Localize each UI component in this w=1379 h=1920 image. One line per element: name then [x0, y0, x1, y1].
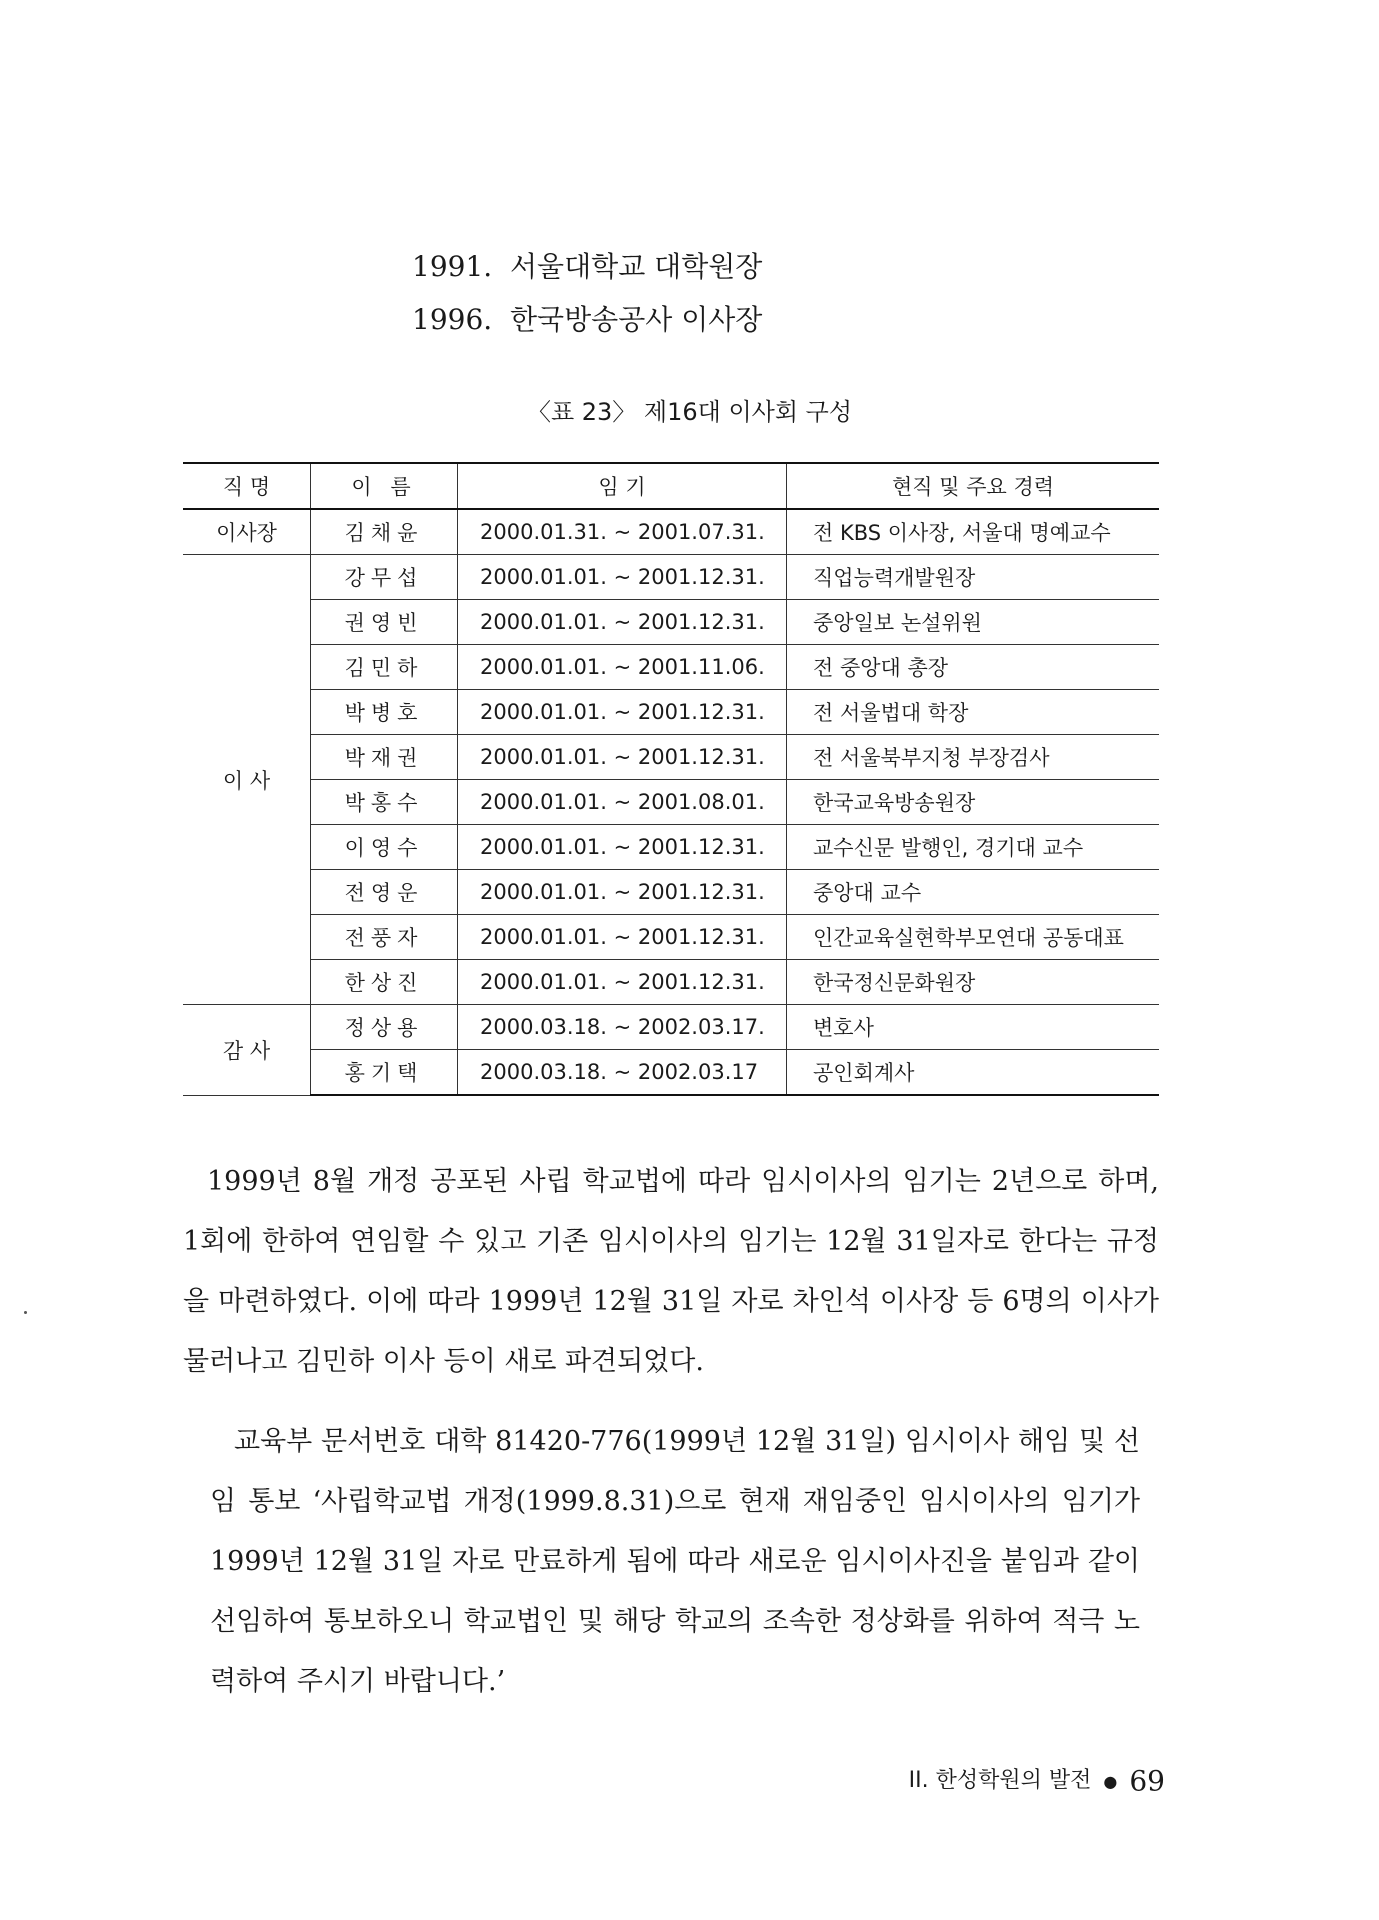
cell-career: 전 서울법대 학장 — [787, 690, 1160, 735]
cell-career: 전 KBS 이사장, 서울대 명예교수 — [787, 509, 1160, 555]
table-row — [183, 825, 1159, 870]
bullet-icon: ● — [1103, 1771, 1118, 1791]
table-row — [183, 915, 1159, 960]
table-row — [183, 645, 1159, 690]
table-row — [183, 690, 1159, 735]
footer-section: II. 한성학원의 발전 — [908, 1768, 1092, 1793]
cell-name: 전풍자 — [311, 915, 458, 960]
career-text: 한국방송공사 이사장 — [510, 303, 763, 336]
cell-career: 한국정신문화원장 — [787, 960, 1160, 1005]
cell-term: 2000.03.18. ~ 2002.03.17. — [458, 1005, 787, 1050]
cell-name: 권영빈 — [311, 600, 458, 645]
cell-term: 2000.01.01. ~ 2001.12.31. — [458, 870, 787, 915]
cell-term: 2000.01.01. ~ 2001.12.31. — [458, 960, 787, 1005]
cell-role: 이 사 — [183, 555, 311, 1005]
cell-name: 김민하 — [311, 645, 458, 690]
cell-term: 2000.03.18. ~ 2002.03.17 — [458, 1050, 787, 1096]
cell-term: 2000.01.01. ~ 2001.12.31. — [458, 915, 787, 960]
page-number: 69 — [1129, 1764, 1165, 1798]
cell-name: 김채윤 — [311, 509, 458, 555]
cell-role: 감 사 — [183, 1005, 311, 1096]
career-text: 서울대학교 대학원장 — [510, 250, 763, 283]
header-name: 이 름 — [311, 463, 458, 509]
table-row — [183, 870, 1159, 915]
cell-role: 이사장 — [183, 509, 311, 555]
cell-career: 중앙일보 논설위원 — [787, 600, 1160, 645]
cell-term: 2000.01.01. ~ 2001.12.31. — [458, 690, 787, 735]
career-line-1991 — [412, 245, 762, 285]
cell-term: 2000.01.31. ~ 2001.07.31. — [458, 509, 787, 555]
cell-career: 변호사 — [787, 1005, 1160, 1050]
cell-career: 공인회계사 — [787, 1050, 1160, 1096]
page-footer — [909, 1763, 1165, 1798]
table-row — [183, 600, 1159, 645]
paragraph-2: 교육부 문서번호 대학 81420-776(1999년 12월 31일) 임시이사 해임 및 선임 통보 ‘사립학교법 개정(1999.8.31)으로 현재 재임중인 임시이사의 임기가 1999년 12월 31일 자로 만료하게 됨에 따라 새로운 임시이사진을 붙임과 같이 선임하여 통보하오니 학교법인 및 해당 학교의 조속한 정상화를 위하여 적극 노력하여 주시기 바랍니다.’ — [210, 1426, 1140, 1697]
career-year: 1991. — [412, 250, 493, 283]
cell-term: 2000.01.01. ~ 2001.12.31. — [458, 735, 787, 780]
table-row — [183, 780, 1159, 825]
cell-name: 박재권 — [311, 735, 458, 780]
table-row — [183, 1050, 1159, 1096]
table-caption: 〈표 23〉 제16대 이사회 구성 — [526, 398, 853, 426]
table-header-row — [183, 463, 1159, 509]
cell-name: 박병호 — [311, 690, 458, 735]
header-role: 직 명 — [183, 463, 311, 509]
cell-career: 교수신문 발행인, 경기대 교수 — [787, 825, 1160, 870]
board-table — [183, 462, 1159, 1096]
cell-career: 전 중앙대 총장 — [787, 645, 1160, 690]
cell-term: 2000.01.01. ~ 2001.12.31. — [458, 825, 787, 870]
table-row — [183, 509, 1159, 555]
cell-name: 이영수 — [311, 825, 458, 870]
header-term: 임 기 — [458, 463, 787, 509]
table-row — [183, 960, 1159, 1005]
cell-term: 2000.01.01. ~ 2001.08.01. — [458, 780, 787, 825]
table-row — [183, 735, 1159, 780]
cell-term: 2000.01.01. ~ 2001.12.31. — [458, 555, 787, 600]
cell-career: 전 서울북부지청 부장검사 — [787, 735, 1160, 780]
cell-career: 인간교육실현학부모연대 공동대표 — [787, 915, 1160, 960]
cell-term: 2000.01.01. ~ 2001.12.31. — [458, 600, 787, 645]
cell-name: 한상진 — [311, 960, 458, 1005]
table-row — [183, 555, 1159, 600]
cell-name: 정상용 — [311, 1005, 458, 1050]
table-body — [183, 509, 1159, 1095]
paragraph-1: 1999년 8월 개정 공포된 사립 학교법에 따라 임시이사의 임기는 2년으로 하며, 1회에 한하여 연임할 수 있고 기존 임시이사의 임기는 12월 31일자로 한다는 규정을 마련하였다. 이에 따라 1999년 12월 31일 자로 차인석 이사장 등 6명의 이사가 물러나고 김민하 이사 등이 새로 파견되었다. — [183, 1166, 1159, 1377]
cell-name: 홍기택 — [311, 1050, 458, 1096]
career-year: 1996. — [412, 303, 493, 336]
cell-career: 한국교육방송원장 — [787, 780, 1160, 825]
scan-speck — [24, 1311, 27, 1314]
cell-career: 중앙대 교수 — [787, 870, 1160, 915]
cell-name: 강무섭 — [311, 555, 458, 600]
header-career: 현직 및 주요 경력 — [787, 463, 1160, 509]
cell-term: 2000.01.01. ~ 2001.11.06. — [458, 645, 787, 690]
cell-name: 박홍수 — [311, 780, 458, 825]
cell-name: 전영운 — [311, 870, 458, 915]
table-row — [183, 1005, 1159, 1050]
cell-career: 직업능력개발원장 — [787, 555, 1160, 600]
career-line-1996 — [412, 298, 762, 338]
